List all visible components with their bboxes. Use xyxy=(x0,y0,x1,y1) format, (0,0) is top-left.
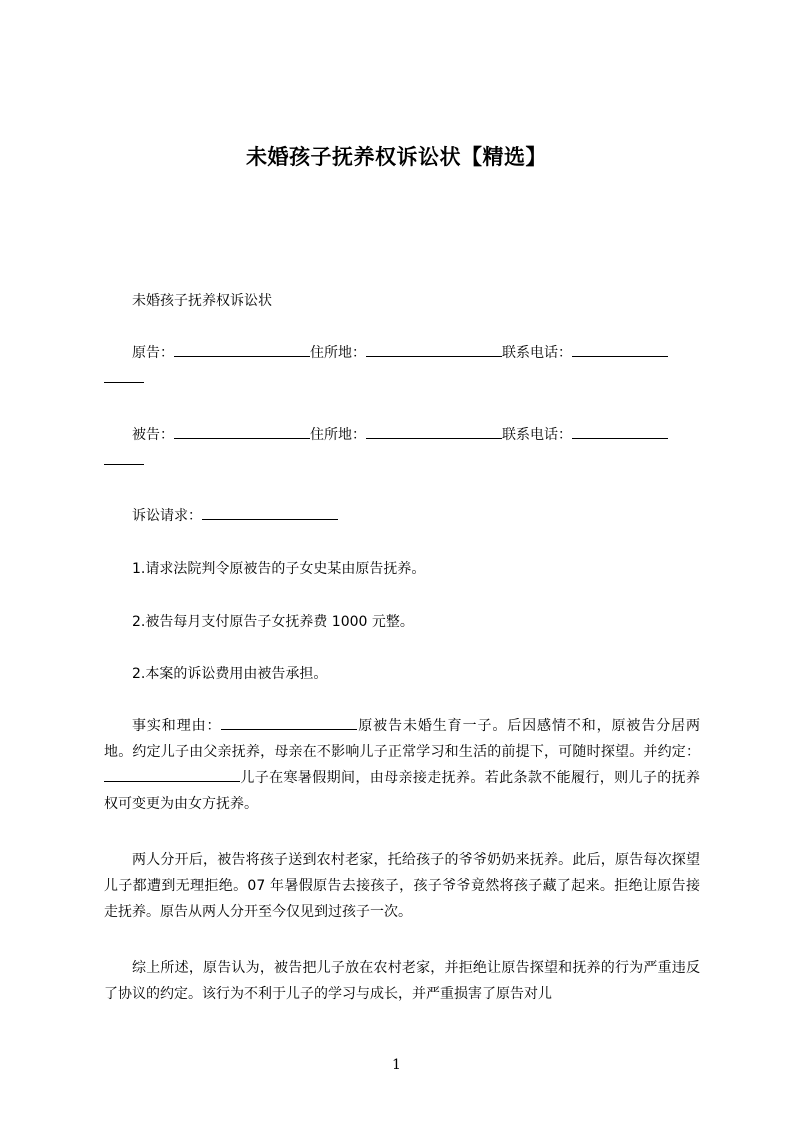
defendant-residence-blank[interactable] xyxy=(366,424,502,439)
plaintiff-phone-label: 联系电话： xyxy=(502,345,572,361)
plaintiff-phone-blank[interactable] xyxy=(572,342,668,357)
facts-paragraph-2-text: 两人分开后，被告将孩子送到农村老家，托给孩子的爷爷奶奶来抚养。此后，原告每次探望儿子都遭到无理拒绝。07 年暑假原告去接孩子，孩子爷爷竟然将孩子藏了起来。拒绝让原告接走抚养。原告从两人分开至今仅见到过孩子一次。 xyxy=(104,852,700,920)
plaintiff-name-blank[interactable] xyxy=(174,342,310,357)
plaintiff-phone-blank-cont[interactable] xyxy=(104,368,144,383)
facts-blank-2[interactable] xyxy=(104,767,240,782)
plaintiff-label: 原告： xyxy=(132,345,174,361)
document-subtitle: 未婚孩子抚养权诉讼状 xyxy=(132,293,272,309)
defendant-phone-blank-cont[interactable] xyxy=(104,450,144,465)
facts-paragraph-1 xyxy=(104,713,700,817)
defendant-residence-label: 住所地： xyxy=(310,427,366,443)
document-title: 未婚孩子抚养权诉讼状【精选】 xyxy=(246,145,547,169)
defendant-phone-blank[interactable] xyxy=(572,424,668,439)
claim-item-1: 1.请求法院判令原被告的子女史某由原告抚养。 xyxy=(132,561,426,577)
facts-blank-1[interactable] xyxy=(221,715,357,730)
facts-label: 事实和理由： xyxy=(132,718,222,734)
facts-text-a: 原被告未婚生育一子。后因感情不和，原被告分居两地。约定儿子由父亲抚养，母亲在不影响儿子正常学习和生活的前提下，可随时探望。并约定： xyxy=(104,718,701,760)
facts-paragraph-2 xyxy=(104,847,700,925)
facts-paragraph-3-text: 综上所述，原告认为，被告把儿子放在农村老家，并拒绝让原告探望和抚养的行为严重违反了协议的约定。该行为不利于儿子的学习与成长，并严重损害了原告对儿 xyxy=(104,960,700,1002)
claims-label: 诉讼请求： xyxy=(132,508,202,524)
facts-text-b: 儿子在寒暑假期间，由母亲接走抚养。若此条款不能履行，则儿子的抚养权可变更为由女方抚养。 xyxy=(104,770,700,812)
plaintiff-info xyxy=(104,340,700,392)
defendant-phone-label: 联系电话： xyxy=(502,427,572,443)
plaintiff-residence-blank[interactable] xyxy=(366,342,502,357)
claims-heading xyxy=(104,503,700,529)
defendant-label: 被告： xyxy=(132,427,174,443)
plaintiff-residence-label: 住所地： xyxy=(310,345,366,361)
facts-paragraph-3 xyxy=(104,955,700,1007)
defendant-info xyxy=(104,422,700,474)
page-number: 1 xyxy=(392,1057,401,1073)
defendant-name-blank[interactable] xyxy=(174,424,310,439)
claim-item-2: 2.被告每月支付原告子女抚养费 1000 元整。 xyxy=(132,614,414,630)
claim-item-3: 2.本案的诉讼费用由被告承担。 xyxy=(132,666,328,682)
claims-blank[interactable] xyxy=(202,505,338,520)
